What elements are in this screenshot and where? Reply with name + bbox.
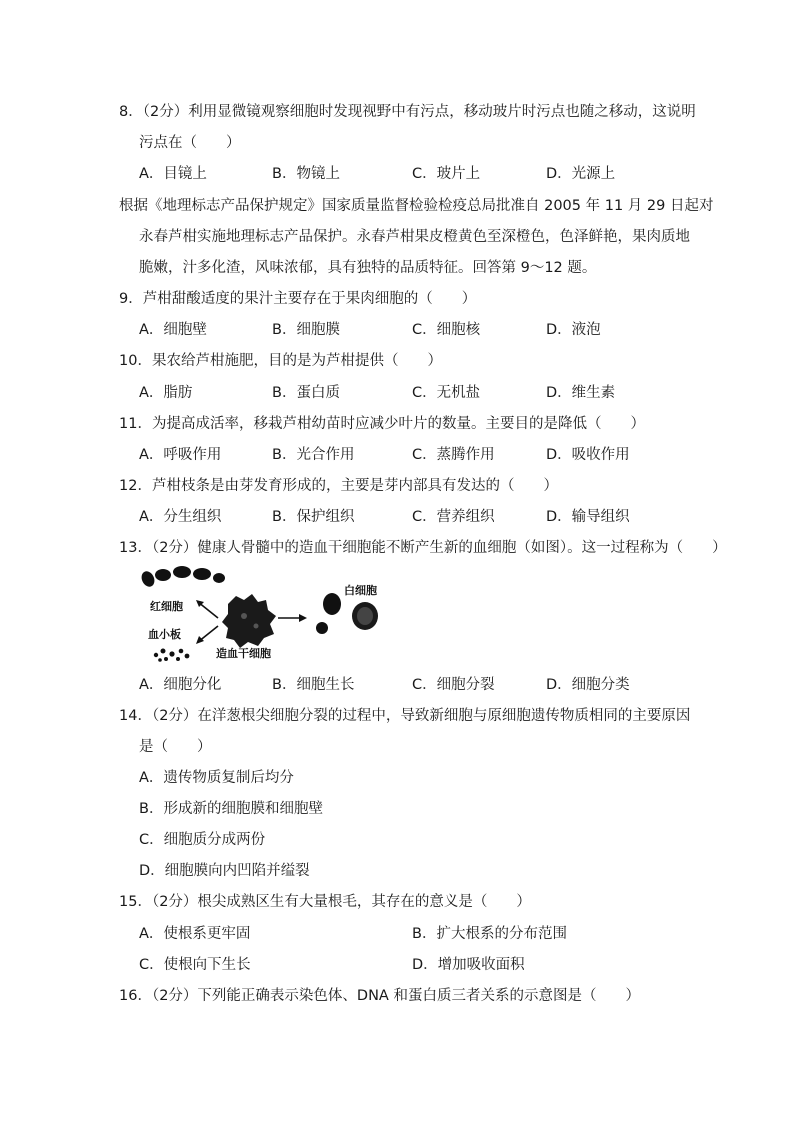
q10-stem: 10．果农给芦柑施肥，目的是为芦柑提供（ ） — [119, 353, 442, 369]
platelet-5 — [176, 657, 180, 661]
q15-option-a: A．使根系更牢固 — [139, 926, 251, 942]
q14-option-b: B．形成新的细胞膜和细胞壁 — [139, 801, 323, 817]
passage-line1: 根据《地理标志产品保护规定》国家质量监督检验检疫总局批准自 2005 年 11 月 29 日起对 — [119, 198, 714, 214]
red-cell-5 — [213, 573, 225, 583]
q13-option-d: D．细胞分类 — [546, 677, 630, 693]
platelet-7 — [185, 654, 190, 659]
q11-option-b: B．光合作用 — [272, 447, 355, 463]
platelet-1 — [154, 653, 158, 657]
q8-option-a: A．目镜上 — [139, 166, 207, 182]
q15-option-c: C．使根向下生长 — [139, 957, 251, 973]
q9-option-a: A．细胞壁 — [139, 322, 207, 338]
q12-option-d: D．输导组织 — [546, 509, 630, 525]
white-cell-3-nucleus — [357, 607, 373, 625]
red-cell-1 — [139, 569, 157, 589]
q14-option-a: A．遗传物质复制后均分 — [139, 770, 294, 786]
blood-cell-diagram-svg — [136, 560, 396, 670]
q11-option-c: C．蒸腾作用 — [412, 447, 495, 463]
q15-stem: 15．（2分）根尖成熟区生有大量根毛，其存在的意义是（ ） — [119, 894, 531, 910]
q9-option-b: B．细胞膜 — [272, 322, 340, 338]
passage-line2: 永春芦柑实施地理标志产品保护。永春芦柑果皮橙黄色至深橙色，色泽鲜艳，果肉质地 — [139, 229, 690, 245]
q11-stem: 11．为提高成活率，移栽芦柑幼苗时应减少叶片的数量。主要目的是降低（ ） — [119, 416, 645, 432]
q8-option-b: B．物镜上 — [272, 166, 340, 182]
q14-option-d: D．细胞膜向内凹陷并缢裂 — [139, 863, 310, 879]
platelet-3 — [164, 657, 168, 661]
label-platelet: 血小板 — [148, 628, 181, 641]
q8-stem-line1: 8．（2分）利用显微镜观察细胞时发现视野中有污点，移动玻片时污点也随之移动，这说明 — [119, 104, 696, 120]
stem-cell — [222, 594, 276, 648]
passage-line3: 脆嫩，汁多化渣，风味浓郁，具有独特的品质特征。回答第 9～12 题。 — [139, 260, 597, 276]
q9-option-c: C．细胞核 — [412, 322, 481, 338]
arrowhead-to-white — [299, 614, 307, 622]
q8-option-c: C．玻片上 — [412, 166, 481, 182]
red-cell-4 — [193, 568, 211, 580]
q14-option-c: C．细胞质分成两份 — [139, 832, 266, 848]
platelet-4 — [169, 651, 174, 656]
q15-option-d: D．增加吸收面积 — [412, 957, 525, 973]
q12-option-a: A．分生组织 — [139, 509, 222, 525]
q12-option-b: B．保护组织 — [272, 509, 355, 525]
q13-option-c: C．细胞分裂 — [412, 677, 495, 693]
blood-cell-diagram — [136, 560, 396, 670]
q11-option-a: A．呼吸作用 — [139, 447, 222, 463]
label-red-cell: 红细胞 — [150, 600, 183, 613]
q8-stem-line2: 污点在（ ） — [139, 135, 241, 151]
q11-option-d: D．吸收作用 — [546, 447, 630, 463]
q14-stem-line1: 14．（2分）在洋葱根尖细胞分裂的过程中，导致新细胞与原细胞遗传物质相同的主要原因 — [119, 708, 691, 724]
stem-cell-highlight-1 — [241, 613, 247, 619]
platelet-2 — [161, 649, 166, 654]
q15-option-b: B．扩大根系的分布范围 — [412, 926, 567, 942]
q13-option-b: B．细胞生长 — [272, 677, 355, 693]
q14-stem-line2: 是（ ） — [139, 739, 212, 755]
q8-option-d: D．光源上 — [546, 166, 616, 182]
label-stem-cell: 造血干细胞 — [216, 647, 271, 660]
stem-cell-highlight-2 — [254, 624, 259, 629]
q10-option-c: C．无机盐 — [412, 385, 481, 401]
q9-stem: 9．芦柑甜酸适度的果汁主要存在于果肉细胞的（ ） — [119, 291, 477, 307]
label-white-cell: 白细胞 — [344, 584, 377, 597]
q9-option-d: D．液泡 — [546, 322, 601, 338]
q13-stem: 13．（2分）健康人骨髓中的造血干细胞能不断产生新的血细胞（如图）。这一过程称为（ ） — [119, 540, 727, 556]
white-cell-1 — [323, 593, 341, 615]
platelet-6 — [179, 649, 184, 654]
q10-option-b: B．蛋白质 — [272, 385, 340, 401]
platelet-8 — [158, 658, 162, 662]
q12-stem: 12．芦柑枝条是由芽发育形成的，主要是芽内部具有发达的（ ） — [119, 478, 558, 494]
red-cell-2 — [155, 569, 171, 581]
q10-option-d: D．维生素 — [546, 385, 616, 401]
q10-option-a: A．脂肪 — [139, 385, 193, 401]
q16-stem: 16．（2分）下列能正确表示染色体、DNA 和蛋白质三者关系的示意图是（ ） — [119, 988, 640, 1004]
white-cell-2 — [316, 622, 328, 634]
red-cell-3 — [173, 566, 191, 578]
q12-option-c: C．营养组织 — [412, 509, 495, 525]
q13-option-a: A．细胞分化 — [139, 677, 222, 693]
